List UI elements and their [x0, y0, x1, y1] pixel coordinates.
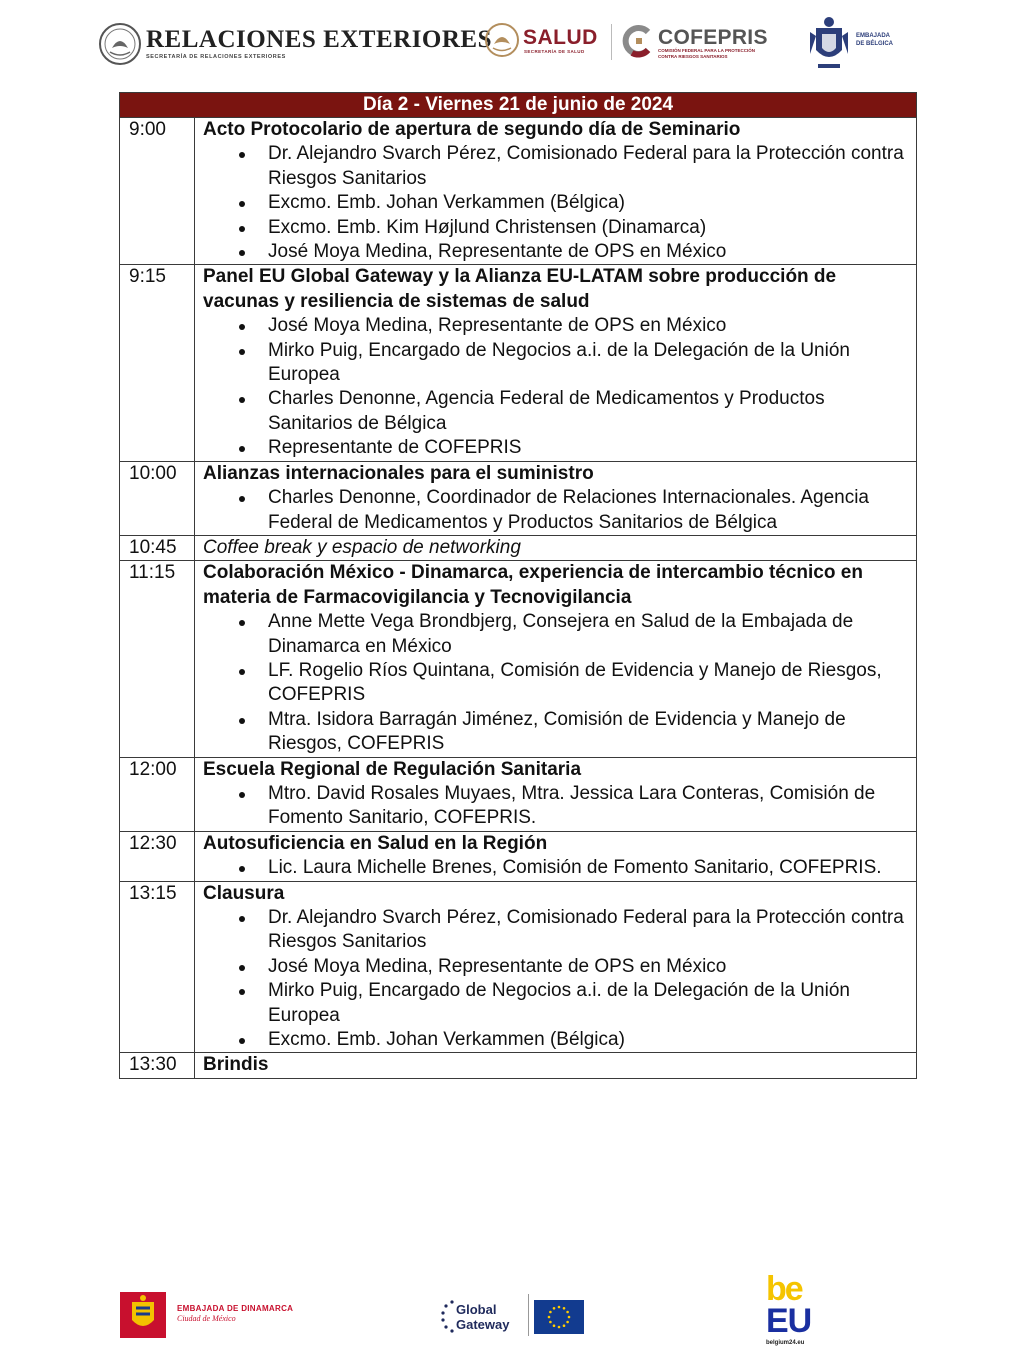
speaker-item: Charles Denonne, Coordinador de Relaciones Internacionales. Agencia Federal de Medicamentos y Productos Sanitarios de Bélgica [203, 486, 908, 535]
session-time: 11:15 [120, 561, 195, 757]
session-title: Acto Protocolario de apertura de segundo día de Seminario [203, 119, 741, 140]
speaker-list [203, 486, 908, 535]
session-time: 10:45 [120, 535, 195, 560]
agenda-row [120, 461, 917, 535]
session-content [195, 831, 917, 881]
session-time: 13:15 [120, 881, 195, 1053]
mexico-seal-icon [98, 22, 142, 66]
session-time: 12:00 [120, 757, 195, 831]
speaker-list [203, 782, 908, 831]
denmark-title: EMBAJADA DE DINAMARCA [177, 1304, 294, 1313]
speaker-list [203, 856, 908, 880]
speaker-item: Dr. Alejandro Svarch Pérez, Comisionado Federal para la Protección contra Riesgos Sanitarios [203, 906, 908, 955]
session-title: Coffee break y espacio de networking [203, 536, 521, 558]
eu-flag-icon [534, 1300, 584, 1334]
agenda-row [120, 831, 917, 881]
session-content [195, 535, 917, 560]
session-title: Escuela Regional de Regulación Sanitaria [203, 758, 582, 780]
sre-subtitle: SECRETARÍA DE RELACIONES EXTERIORES [146, 54, 286, 60]
session-content [195, 1053, 917, 1078]
footer-logos [0, 1270, 1030, 1370]
session-content [195, 265, 917, 461]
session-content [195, 561, 917, 757]
speaker-item: José Moya Medina, Representante de OPS en México [203, 240, 908, 264]
cofepris-title: COFEPRIS [658, 26, 768, 49]
salud-emblem-icon [484, 22, 520, 58]
salud-subtitle: SECRETARÍA DE SALUD [524, 49, 585, 54]
sre-logo [98, 18, 493, 72]
cofepris-subtitle-line-2: CONTRA RIESGOS SANITARIOS [658, 54, 728, 59]
belgica-text-line-1: EMBAJADA [856, 33, 891, 39]
speaker-item: Mirko Puig, Encargado de Negocios a.i. de la Delegación de la Unión Europea [203, 339, 908, 388]
speaker-item: Mirko Puig, Encargado de Negocios a.i. de la Delegación de la Unión Europea [203, 979, 908, 1028]
be-eu-logo [764, 1270, 820, 1358]
agenda-row [120, 561, 917, 757]
session-title: Colaboración México - Dinamarca, experiencia de intercambio técnico en materia de Farmacovigilancia y Tecnovigilancia [203, 562, 863, 608]
belgium-crest-icon [806, 14, 852, 72]
eu-flag-stars [534, 1300, 584, 1334]
denmark-crest-icon [120, 1292, 166, 1338]
global-gateway-line-2: Gateway [456, 1317, 510, 1332]
agenda-row [120, 118, 917, 265]
speaker-list [203, 610, 908, 756]
session-time: 13:30 [120, 1053, 195, 1078]
session-content [195, 461, 917, 535]
belgium-url: belgium24.eu [766, 1340, 805, 1346]
global-gateway-line-1: Global [456, 1302, 497, 1317]
embajada-dinamarca-logo [120, 1292, 320, 1338]
eu-text: EU [766, 1302, 812, 1340]
speaker-item: José Moya Medina, Representante de OPS en México [203, 955, 908, 979]
denmark-crest-shape [120, 1292, 166, 1338]
speaker-list [203, 142, 908, 264]
speaker-list [203, 906, 908, 1052]
sre-title: RELACIONES EXTERIORES [146, 26, 493, 53]
denmark-city: Ciudad de México [177, 1314, 236, 1323]
speaker-item: Mtro. David Rosales Muyaes, Mtra. Jessica Lara Conteras, Comisión de Fomento Sanitario, COFEPRIS. [203, 782, 908, 831]
session-content [195, 118, 917, 265]
global-gateway-text [456, 1302, 509, 1332]
day-title: Día 2 - Viernes 21 de junio de 2024 [120, 93, 917, 118]
session-content [195, 757, 917, 831]
agenda-row [120, 757, 917, 831]
session-time: 9:15 [120, 265, 195, 461]
cofepris-subtitle-line-1: COMISIÓN FEDERAL PARA LA PROTECCIÓN [658, 48, 756, 53]
session-time: 12:30 [120, 831, 195, 881]
speaker-item: Excmo. Emb. Johan Verkammen (Bélgica) [203, 1028, 908, 1052]
session-title: Alianzas internacionales para el suministro [203, 462, 594, 484]
session-title: Panel EU Global Gateway y la Alianza EU-LATAM sobre producción de vacunas y resiliencia de sistemas de salud [203, 266, 837, 312]
global-gateway-divider [528, 1294, 529, 1336]
session-time: 9:00 [120, 118, 195, 265]
agenda-row [120, 535, 917, 560]
agenda-body [120, 118, 917, 1079]
cofepris-c-icon [622, 24, 654, 58]
agenda-header-row [120, 93, 917, 118]
cofepris-subtitle [658, 48, 755, 60]
belgica-text [856, 32, 893, 48]
session-title: Clausura [203, 882, 285, 904]
session-content [195, 881, 917, 1053]
speaker-item: LF. Rogelio Ríos Quintana, Comisión de Evidencia y Manejo de Riesgos, COFEPRIS [203, 659, 908, 708]
agenda-table [119, 92, 917, 1079]
speaker-item: Charles Denonne, Agencia Federal de Medicamentos y Productos Sanitarios de Bélgica [203, 387, 908, 436]
agenda-row [120, 881, 917, 1053]
speaker-item: José Moya Medina, Representante de OPS en México [203, 314, 908, 338]
session-title: Autosuficiencia en Salud en la Región [203, 832, 548, 854]
salud-title: SALUD [523, 26, 598, 49]
belgica-text-line-2: DE BÉLGICA [856, 41, 894, 47]
speaker-item: Anne Mette Vega Brondbjerg, Consejera en Salud de la Embajada de Dinamarca en México [203, 610, 908, 659]
speaker-item: Lic. Laura Michelle Brenes, Comisión de Fomento Sanitario, COFEPRIS. [203, 856, 908, 880]
speaker-list [203, 314, 908, 460]
agenda-row [120, 265, 917, 461]
logo-divider [611, 24, 612, 60]
speaker-item: Excmo. Emb. Kim Højlund Christensen (Dinamarca) [203, 216, 908, 240]
session-time: 10:00 [120, 461, 195, 535]
agenda-row [120, 1053, 917, 1078]
cofepris-logo [622, 24, 782, 64]
speaker-item: Excmo. Emb. Johan Verkammen (Bélgica) [203, 191, 908, 215]
session-title: Brindis [203, 1054, 269, 1076]
speaker-item: Mtra. Isidora Barragán Jiménez, Comisión de Evidencia y Manejo de Riesgos, COFEPRIS [203, 708, 908, 757]
header-logos [0, 0, 1030, 90]
salud-logo [484, 22, 614, 66]
embajada-belgica-logo [806, 14, 906, 74]
speaker-item: Representante de COFEPRIS [203, 436, 908, 460]
global-gateway-logo [440, 1292, 590, 1338]
speaker-item: Dr. Alejandro Svarch Pérez, Comisionado Federal para la Protección contra Riesgos Sanitarios [203, 142, 908, 191]
be-text: be [766, 1270, 802, 1308]
